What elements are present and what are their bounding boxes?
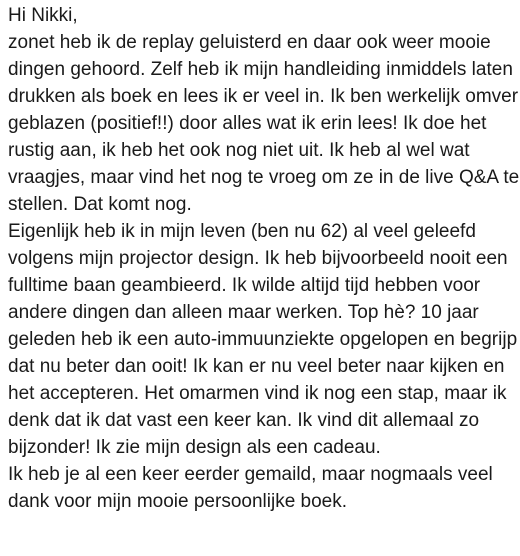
- message-line: geleden heb ik een auto-immuunziekte opgelopen en begrijp: [8, 329, 518, 350]
- message-line: drukken als boek en lees ik er veel in. Ik ben werkelijk omver: [8, 86, 519, 107]
- message-body: [8, 0, 518, 515]
- message-line: geblazen (positief!!) door alles wat ik erin lees! Ik doe het: [8, 113, 487, 134]
- message-line: Ik heb je al een keer eerder gemaild, maar nogmaals veel: [8, 464, 493, 485]
- message-line: zonet heb ik de replay geluisterd en daar ook weer mooie: [8, 32, 491, 53]
- message-line: vraagjes, maar vind het nog te vroeg om ze in de live Q&A te: [8, 167, 520, 188]
- message-line: stellen. Dat komt nog.: [8, 194, 192, 215]
- message-line: het accepteren. Het omarmen vind ik nog een stap, maar ik: [8, 383, 507, 404]
- message-line: denk dat ik dat vast een keer kan. Ik vind dit allemaal zo: [8, 410, 480, 431]
- message-line: bijzonder! Ik zie mijn design als een cadeau.: [8, 437, 381, 458]
- message-line: dat nu beter dan ooit! Ik kan er nu veel beter naar kijken en: [8, 356, 505, 377]
- message-line: volgens mijn projector design. Ik heb bijvoorbeeld nooit een: [8, 248, 508, 269]
- message-line: dank voor mijn mooie persoonlijke boek.: [8, 491, 348, 512]
- message-line: dingen gehoord. Zelf heb ik mijn handleiding inmiddels laten: [8, 59, 513, 80]
- message-line: rustig aan, ik heb het ook nog niet uit. Ik heb al wel wat: [8, 140, 470, 161]
- message-line: Eigenlijk heb ik in mijn leven (ben nu 62) al veel geleefd: [8, 221, 476, 242]
- greeting-line: Hi Nikki,: [8, 5, 78, 26]
- message-line: andere dingen dan alleen maar werken. Top hè? 10 jaar: [8, 302, 479, 323]
- message-line: fulltime baan geambieerd. Ik wilde altijd tijd hebben voor: [8, 275, 481, 296]
